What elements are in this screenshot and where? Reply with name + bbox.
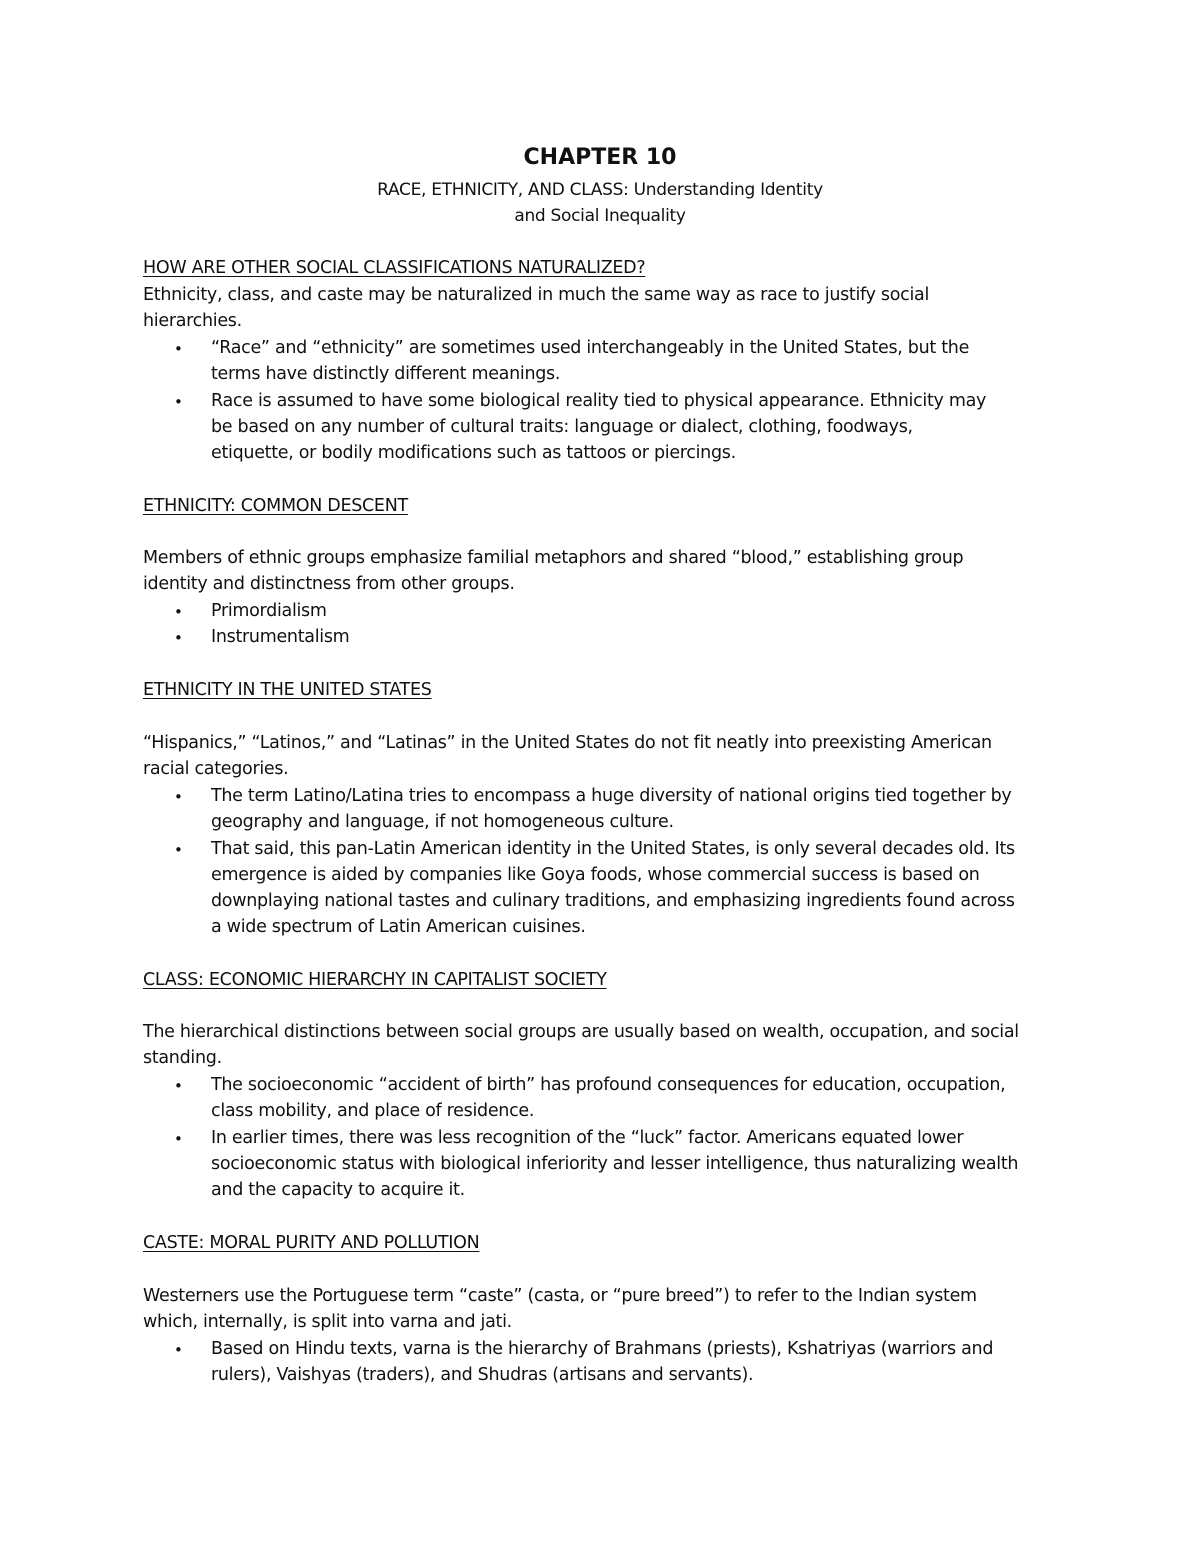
section-heading: CASTE: MORAL PURITY AND POLLUTION: [143, 1233, 480, 1253]
paragraph-line: Members of ethnic groups emphasize familial metaphors and shared “blood,” establishing group: [143, 548, 964, 568]
bullet-marker: •: [174, 629, 183, 647]
bullet-text-line: Primordialism: [211, 601, 327, 621]
page-subtitle-line-1: RACE, ETHNICITY, AND CLASS: Understanding Identity: [377, 180, 823, 200]
page-subtitle-line-2: and Social Inequality: [514, 206, 686, 226]
section-heading: ETHNICITY: COMMON DESCENT: [143, 496, 408, 516]
page-title: CHAPTER 10: [523, 145, 677, 170]
bullet-marker: •: [174, 340, 183, 358]
paragraph-line: hierarchies.: [143, 311, 242, 331]
paragraph-line: racial categories.: [143, 759, 289, 779]
bullet-text-line: That said, this pan-Latin American identity in the United States, is only several decades old. Its: [211, 839, 1015, 859]
section-heading: CLASS: ECONOMIC HIERARCHY IN CAPITALIST SOCIETY: [143, 970, 607, 990]
bullet-text-line: be based on any number of cultural traits: language or dialect, clothing, foodways,: [211, 417, 913, 437]
bullet-text-line: socioeconomic status with biological inferiority and lesser intelligence, thus naturalizing wealth: [211, 1154, 1019, 1174]
paragraph-line: Ethnicity, class, and caste may be naturalized in much the same way as race to justify social: [143, 285, 930, 305]
bullet-text-line: Race is assumed to have some biological reality tied to physical appearance. Ethnicity may: [211, 391, 987, 411]
paragraph-line: “Hispanics,” “Latinos,” and “Latinas” in the United States do not fit neatly into preexisting American: [143, 733, 992, 753]
section-heading: HOW ARE OTHER SOCIAL CLASSIFICATIONS NATURALIZED?: [143, 258, 646, 278]
bullet-text-line: downplaying national tastes and culinary traditions, and emphasizing ingredients found across: [211, 891, 1015, 911]
paragraph-line: The hierarchical distinctions between social groups are usually based on wealth, occupation, and social: [143, 1022, 1019, 1042]
bullet-marker: •: [174, 1341, 183, 1359]
section-heading: ETHNICITY IN THE UNITED STATES: [143, 680, 432, 700]
bullet-text-line: geography and language, if not homogeneous culture.: [211, 812, 674, 832]
bullet-text-line: In earlier times, there was less recognition of the “luck” factor. Americans equated lower: [211, 1128, 964, 1148]
paragraph-line: identity and distinctness from other groups.: [143, 574, 515, 594]
paragraph-line: which, internally, is split into varna and jati.: [143, 1312, 512, 1332]
bullet-text-line: etiquette, or bodily modifications such as tattoos or piercings.: [211, 443, 736, 463]
bullet-marker: •: [174, 1077, 183, 1095]
bullet-text-line: a wide spectrum of Latin American cuisines.: [211, 917, 586, 937]
bullet-marker: •: [174, 603, 183, 621]
bullet-text-line: Instrumentalism: [211, 627, 350, 647]
bullet-text-line: class mobility, and place of residence.: [211, 1101, 535, 1121]
bullet-text-line: “Race” and “ethnicity” are sometimes used interchangeably in the United States, but the: [211, 338, 970, 358]
bullet-text-line: Based on Hindu texts, varna is the hierarchy of Brahmans (priests), Kshatriyas (warriors and: [211, 1339, 994, 1359]
bullet-marker: •: [174, 1130, 183, 1148]
bullet-marker: •: [174, 841, 183, 859]
bullet-text-line: rulers), Vaishyas (traders), and Shudras (artisans and servants).: [211, 1365, 754, 1385]
bullet-marker: •: [174, 393, 183, 411]
bullet-text-line: terms have distinctly different meanings.: [211, 364, 561, 384]
bullet-text-line: emergence is aided by companies like Goya foods, whose commercial success is based on: [211, 865, 980, 885]
bullet-text-line: The term Latino/Latina tries to encompass a huge diversity of national origins tied together by: [211, 786, 1012, 806]
bullet-marker: •: [174, 788, 183, 806]
bullet-text-line: and the capacity to acquire it.: [211, 1180, 465, 1200]
bullet-text-line: The socioeconomic “accident of birth” has profound consequences for education, occupation,: [211, 1075, 1006, 1095]
paragraph-line: standing.: [143, 1048, 222, 1068]
paragraph-line: Westerners use the Portuguese term “caste” (casta, or “pure breed”) to refer to the Indian system: [143, 1286, 977, 1306]
